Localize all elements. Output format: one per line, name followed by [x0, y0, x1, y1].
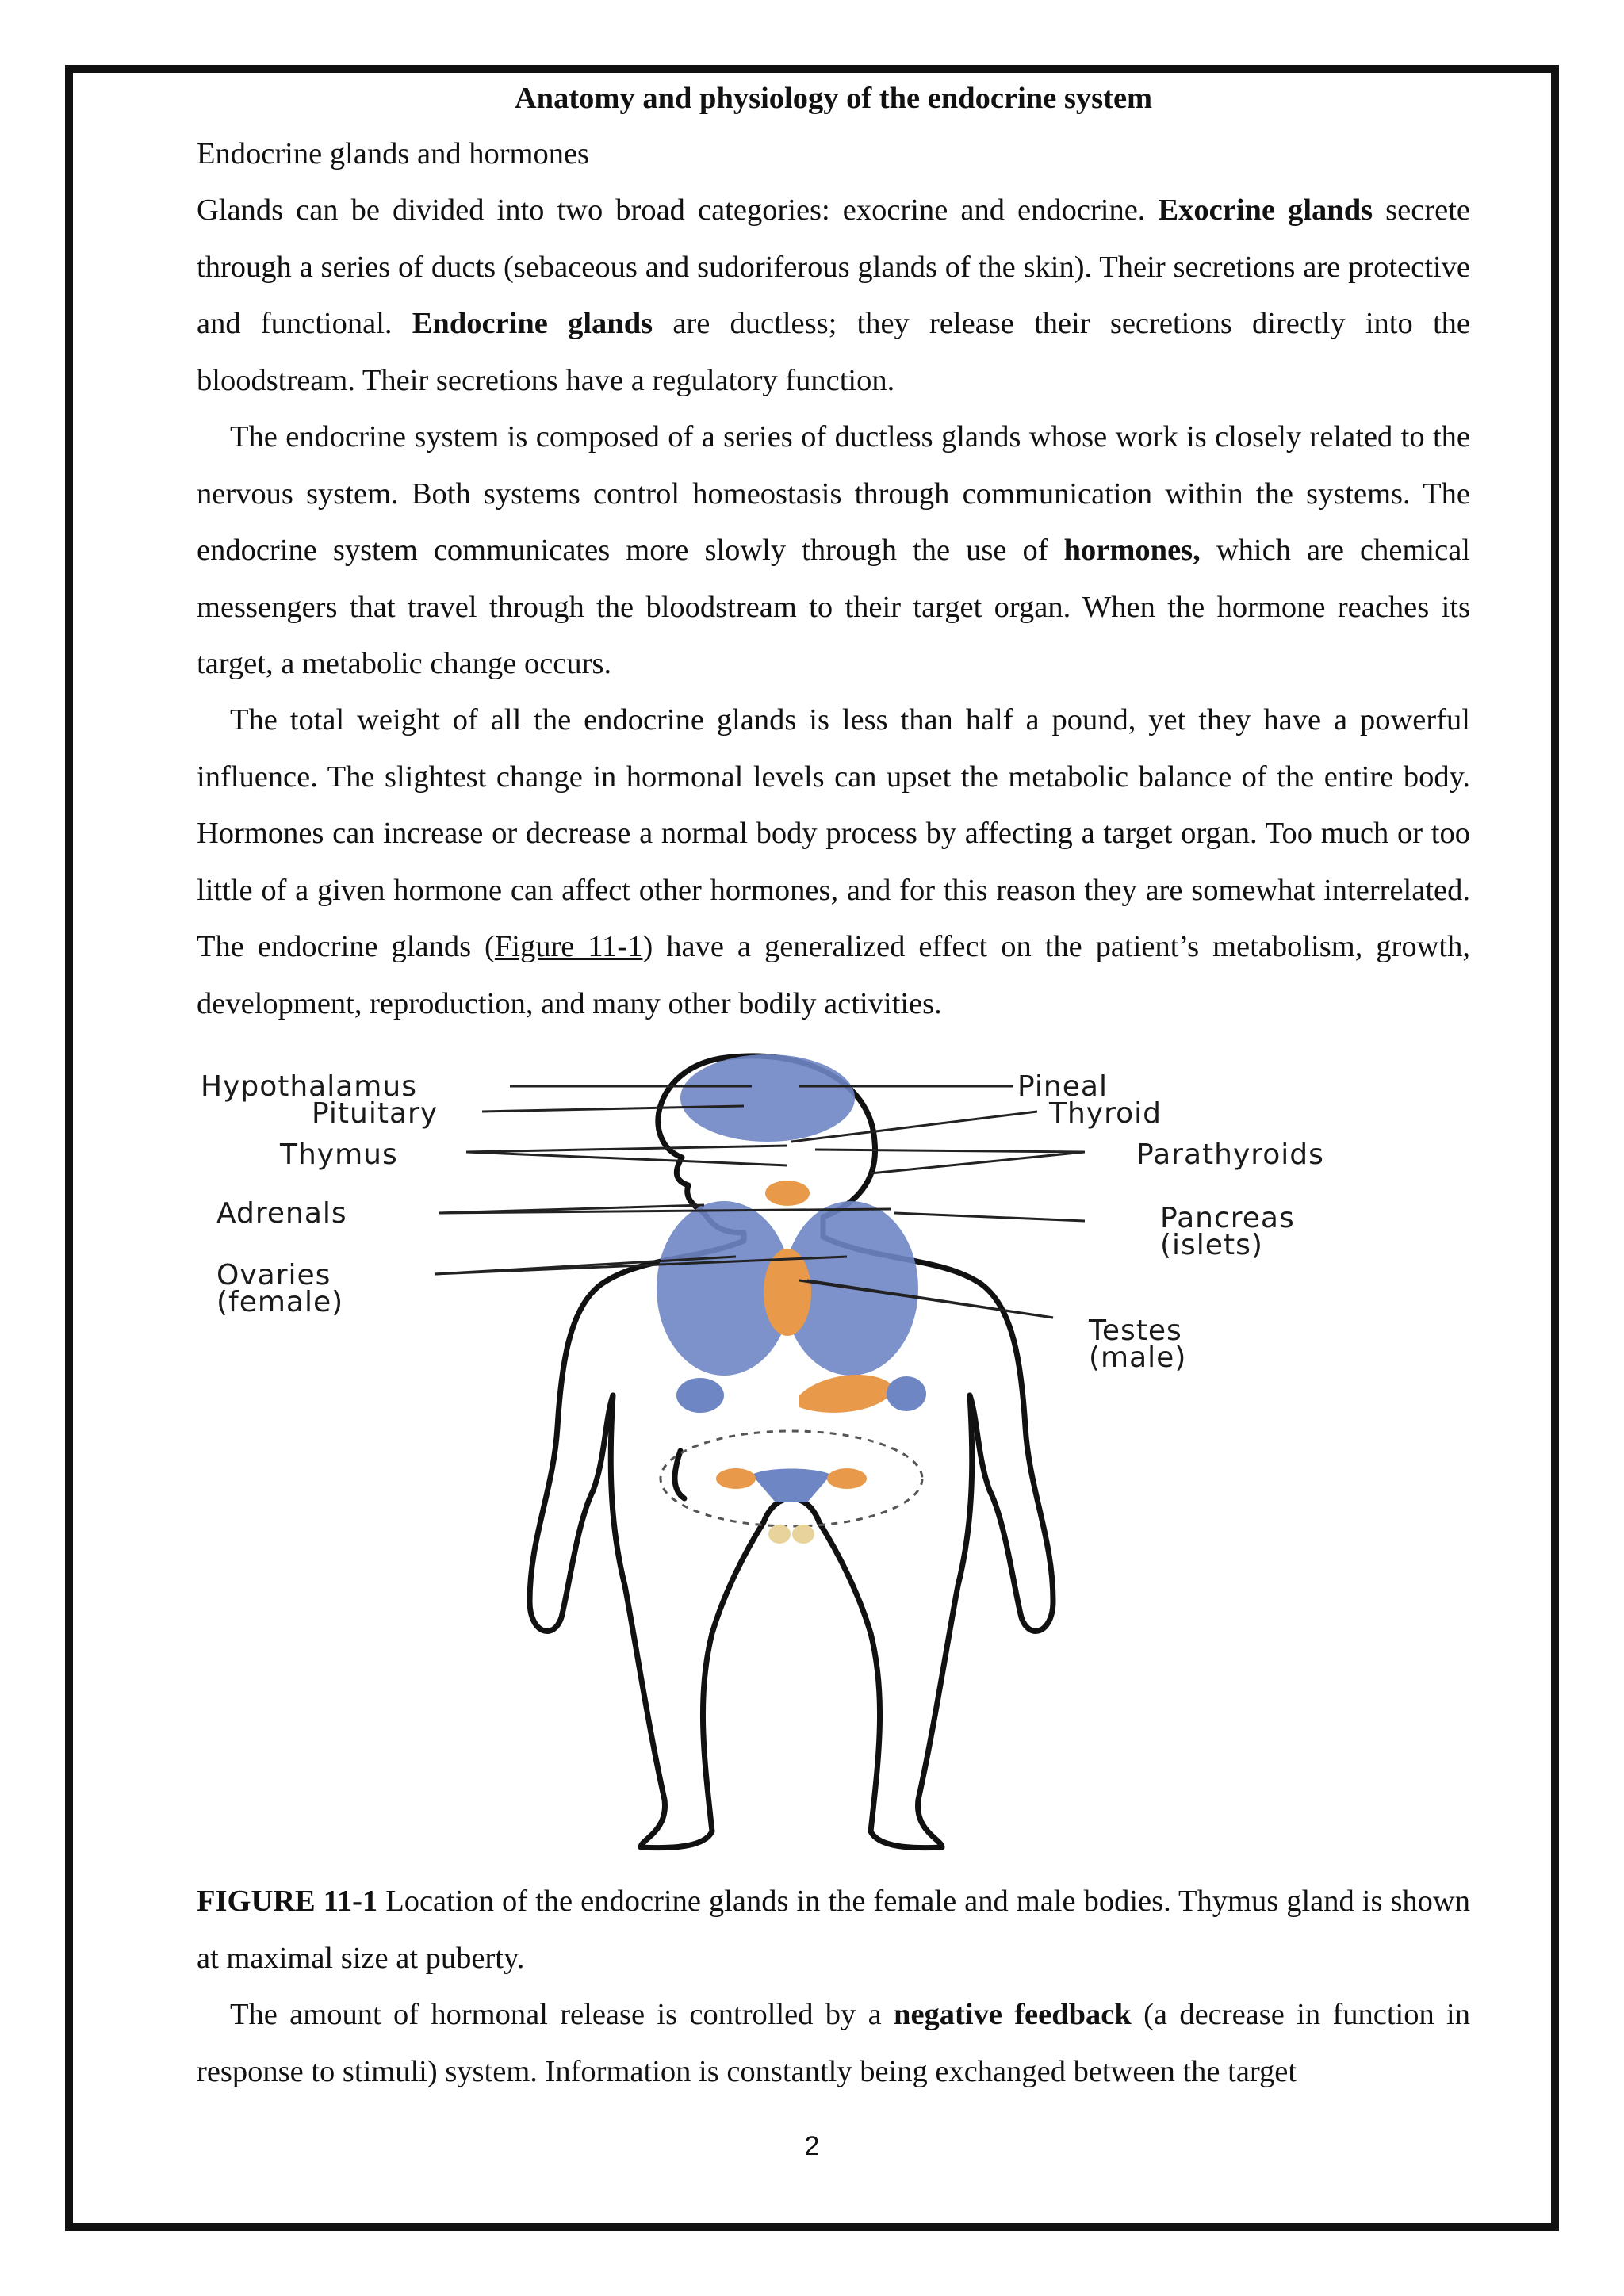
- label-testes-male: (male): [1089, 1341, 1187, 1374]
- testis-right-shape: [768, 1525, 791, 1544]
- p3-text-1: The total weight of all the endocrine glands is less than half a pound, yet they have a powerful influence. The slightest change in hormonal levels can upset the metabolic balance of the entire body. Hormones can increase or decrease a normal body process by affecting a target organ. Too much or too little of a given hormone can affect other hormones, and for this reason they are somewhat interrelated. The endocrine glands (: [197, 703, 1470, 963]
- p1-text-2: secrete through a series of ducts (sebaceous and sudoriferous glands of the skin). Their secretions are protective and functional.: [197, 193, 1470, 340]
- thymus-shape: [764, 1249, 811, 1336]
- adrenal-right-shape: [676, 1378, 724, 1413]
- label-ovaries-female: (female): [216, 1286, 344, 1318]
- p4-text-1: The amount of hormonal release is controlled by a: [230, 1998, 894, 2031]
- paragraph-gland-weight: [197, 692, 1470, 1032]
- uterus-shape: [752, 1469, 831, 1503]
- brain-shape: [680, 1054, 855, 1142]
- label-thyroid: Thyroid: [1049, 1097, 1162, 1130]
- endocrine-body-diagram: [197, 1047, 1470, 1855]
- paragraph-endocrine-system: [197, 409, 1470, 693]
- paragraph-glands: [197, 182, 1470, 409]
- p4-text-2: (a decrease in function in response to stimuli) system. Information is constantly being exchanged between the target: [197, 1998, 1470, 2088]
- caption-text: Location of the endocrine glands in the female and male bodies. Thymus gland is shown at maximal size at puberty.: [197, 1885, 1470, 1975]
- label-hypothalamus: Hypothalamus: [201, 1070, 417, 1103]
- label-thymus: Thymus: [280, 1138, 398, 1171]
- paragraph-negative-feedback: [197, 1987, 1470, 2100]
- label-testes: Testes: [1089, 1314, 1182, 1347]
- body-outline: [530, 1056, 1053, 1848]
- ovary-right-shape: [716, 1468, 756, 1489]
- label-pituitary: Pituitary: [312, 1097, 439, 1130]
- testis-left-shape: [792, 1525, 814, 1544]
- endocrine-figure: [197, 1047, 1470, 1855]
- label-pancreas-islets: (islets): [1160, 1229, 1263, 1261]
- label-ovaries: Ovaries: [216, 1259, 331, 1292]
- figure-link[interactable]: Figure 11-1: [494, 930, 643, 963]
- section-subtitle: Endocrine glands and hormones: [197, 137, 590, 170]
- ovary-left-shape: [827, 1468, 867, 1489]
- figure-caption: [197, 1873, 1470, 1987]
- caption-figure-number: FIGURE 11-1: [197, 1885, 378, 1918]
- term-exocrine-glands: Exocrine glands: [1158, 193, 1373, 227]
- label-adrenals: Adrenals: [216, 1197, 347, 1230]
- adrenal-left-shape: [887, 1376, 926, 1411]
- page-number: 2: [804, 2131, 820, 2161]
- label-pancreas: Pancreas: [1160, 1202, 1295, 1234]
- term-hormones: hormones,: [1063, 534, 1201, 567]
- pancreas-shape: [799, 1375, 894, 1413]
- thyroid-shape: [765, 1181, 810, 1206]
- organs: [657, 1054, 926, 1544]
- p2-text-1: The endocrine system is composed of a series of ductless glands whose work is closely related to the nervous system. Both systems control homeostasis through communication within the systems. The endocrine system communicates more slowly through the use of: [197, 420, 1470, 567]
- term-endocrine-glands: Endocrine glands: [412, 307, 653, 340]
- p1-text-1: Glands can be divided into two broad categories: exocrine and endocrine.: [197, 193, 1159, 227]
- p1-text-3: are ductless; they release their secretions directly into the bloodstream. Their secretions have a regulatory function.: [197, 307, 1470, 397]
- label-parathyroids: Parathyroids: [1136, 1138, 1324, 1171]
- p3-text-2: ) have a generalized effect on the patient’s metabolism, growth, development, reproduction, and many other bodily activities.: [197, 930, 1470, 1020]
- p2-text-2: which are chemical messengers that travel through the bloodstream to their target organ. When the hormone reaches its target, a metabolic change occurs.: [197, 534, 1470, 680]
- label-pineal: Pineal: [1017, 1070, 1108, 1103]
- term-negative-feedback: negative feedback: [894, 1998, 1132, 2031]
- page-title: Anatomy and physiology of the endocrine system: [514, 82, 1153, 115]
